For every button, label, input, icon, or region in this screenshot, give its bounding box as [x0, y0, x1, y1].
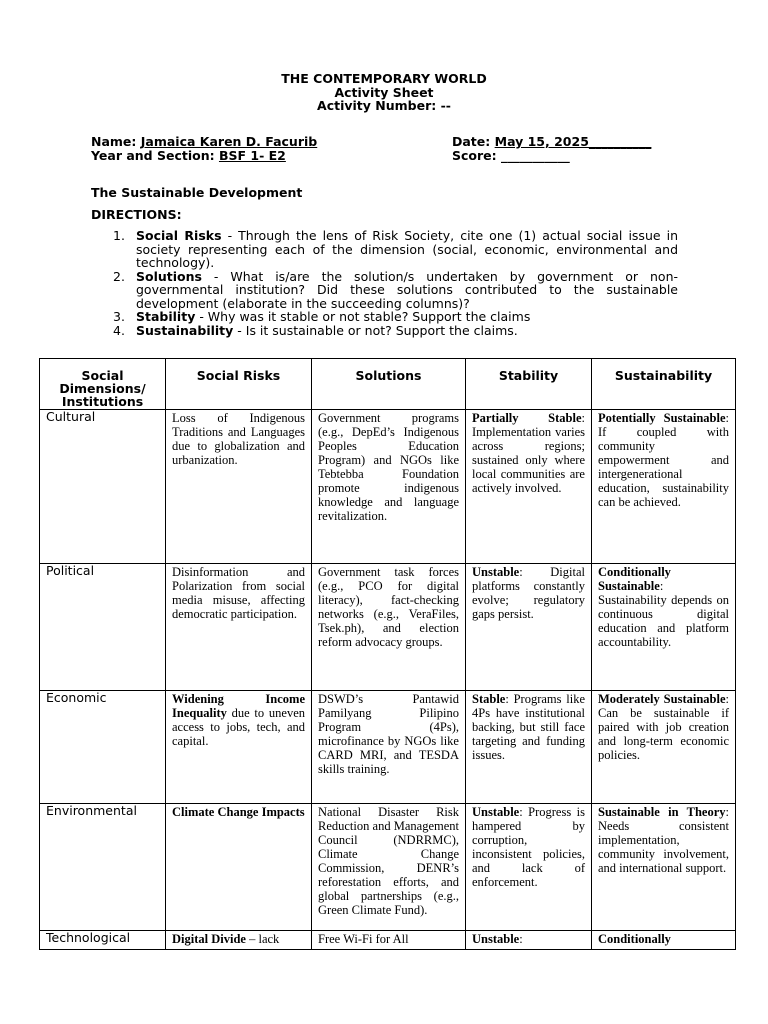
sustainability-cell: Moderately Sustainable: Can be sustainable if paired with job creation and long-term economic policies.	[592, 691, 736, 804]
table-row	[40, 564, 736, 691]
direction-item: 4. Sustainability - Is it sustainable or not? Support the claims.	[113, 322, 518, 338]
direction-item: 3. Stability - Why was it stable or not stable? Support the claims	[113, 309, 531, 324]
dimension-cell: Technological	[40, 931, 166, 950]
header-dimensions: Social Dimensions/ Institutions	[40, 359, 166, 410]
year-value: BSF 1- E2	[218, 148, 286, 163]
year-label: Year and Section:	[91, 148, 215, 163]
risk-cell: Disinformation and Polarization from social media misuse, affecting democratic participation.	[166, 564, 312, 691]
table-row	[40, 691, 736, 804]
directions-label: DIRECTIONS:	[91, 207, 182, 222]
stability-cell: Unstable: Progress is hampered by corruption, inconsistent policies, and lack of enforcement.	[466, 804, 592, 931]
header-solutions: Solutions	[312, 359, 466, 410]
header-sustainability: Sustainability	[592, 359, 736, 410]
dimension-cell: Environmental	[40, 804, 166, 931]
date-label: Date:	[452, 134, 491, 149]
name-value: Jamaica Karen D. Facurib	[140, 134, 318, 149]
dimension-cell: Cultural	[40, 410, 166, 564]
score-label: Score:	[452, 148, 497, 163]
solution-cell: Government task forces (e.g., PCO for digital literacy), fact-checking networks (e.g., VeraFiles, Tsek.ph), and election reform advocacy groups.	[312, 564, 466, 691]
table-header-row	[40, 359, 736, 410]
year-row	[91, 148, 286, 163]
solution-cell: National Disaster Risk Reduction and Management Council (NDRRMC), Climate Change Commission, DENR’s reforestation efforts, and global partnerships (e.g., Green Climate Fund).	[312, 804, 466, 931]
table-row	[40, 804, 736, 931]
name-label: Name:	[91, 134, 137, 149]
risk-cell: Climate Change Impacts	[166, 804, 312, 931]
sustainability-table	[39, 358, 736, 950]
stability-cell: Unstable:	[466, 931, 592, 950]
solution-cell: DSWD’s Pantawid Pamilyang Pilipino Program (4Ps), microfinance by NGOs like CARD MRI, and TESDA skills training.	[312, 691, 466, 804]
table-row	[40, 931, 736, 950]
sustainability-cell: Sustainable in Theory: Needs consistent implementation, community involvement, and international support.	[592, 804, 736, 931]
sustainability-cell: Potentially Sustainable: If coupled with community empowerment and intergenerational education, sustainability can be achieved.	[592, 410, 736, 564]
stability-cell: Unstable: Digital platforms constantly evolve; regulatory gaps persist.	[466, 564, 592, 691]
date-row	[452, 134, 651, 149]
header-social-risks: Social Risks	[166, 359, 312, 410]
solution-cell: Government programs (e.g., DepEd’s Indigenous Peoples Education Program) and NGOs like Tebtebba Foundation promote indigenous knowledge and language revitalization.	[312, 410, 466, 564]
header-stability: Stability	[466, 359, 592, 410]
sustainability-cell: Conditionally Sustainable: Sustainability depends on continuous digital education and platform accountability.	[592, 564, 736, 691]
title-line-2: Activity Sheet	[334, 84, 434, 100]
title-line-1: THE CONTEMPORARY WORLD	[281, 71, 487, 86]
risk-cell: Loss of Indigenous Traditions and Languages due to globalization and urbanization.	[166, 410, 312, 564]
name-row	[91, 134, 317, 149]
score-value: ___________	[501, 148, 570, 163]
date-value: May 15, 2025__________	[494, 134, 652, 149]
directions-list	[91, 229, 678, 337]
sustainability-cell: Conditionally	[592, 931, 736, 950]
score-row	[452, 148, 570, 163]
dimension-cell: Political	[40, 564, 166, 691]
table-row	[40, 410, 736, 564]
doc-title	[0, 72, 768, 113]
risk-cell: Widening Income Inequality due to uneven access to jobs, tech, and capital.	[166, 691, 312, 804]
stability-cell: Partially Stable: Implementation varies across regions; sustained only where local communities are actively involved.	[466, 410, 592, 564]
stability-cell: Stable: Programs like 4Ps have institutional backing, but still face targeting and funding issues.	[466, 691, 592, 804]
title-line-3: Activity Number: --	[317, 98, 451, 113]
dimension-cell: Economic	[40, 691, 166, 804]
solution-cell: Free Wi-Fi for All	[312, 931, 466, 950]
direction-item: 1. Social Risks - Through the lens of Risk Society, cite one (1) actual social issue in society representing each of the dimension (social, economic, environmental and technology).	[113, 228, 678, 270]
section-title: The Sustainable Development	[91, 185, 303, 200]
risk-cell: Digital Divide – lack	[166, 931, 312, 950]
direction-item: 2. Solutions - What is/are the solution/s undertaken by government or non-governmental institution? Did these solutions contributed to the sustainable development (elaborate in the succeeding columns)?	[113, 268, 678, 311]
